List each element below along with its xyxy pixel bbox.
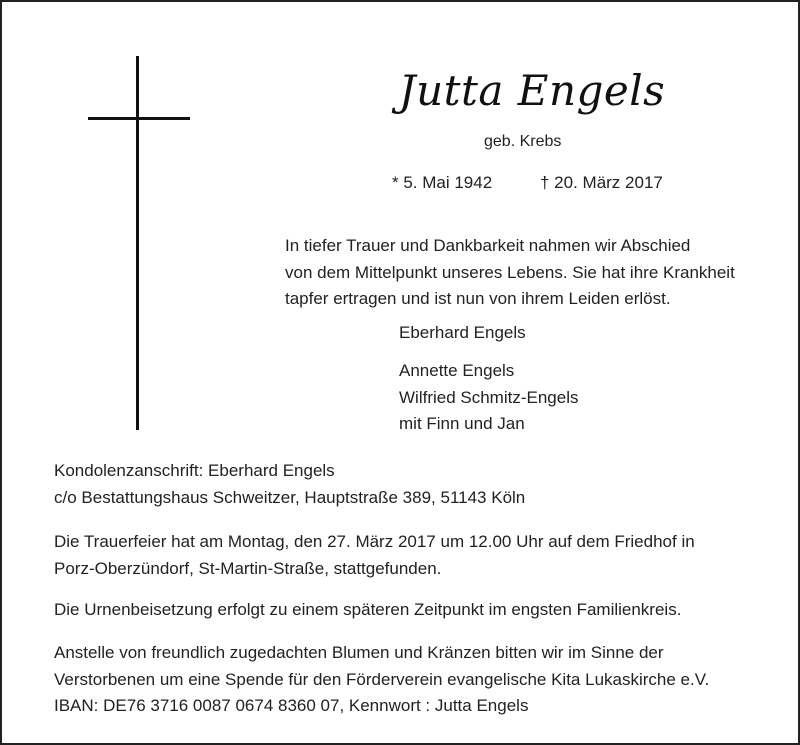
condolence-line: c/o Bestattungshaus Schweitzer, Hauptstraße 389, 51143 Köln xyxy=(54,487,526,507)
funeral-info xyxy=(54,529,695,582)
main-text-line: In tiefer Trauer und Dankbarkeit nahmen wir Abschied xyxy=(285,236,691,255)
cross-icon-horizontal xyxy=(88,117,190,120)
funeral-line: Porz-Oberzündorf, St-Martin-Straße, stattgefunden. xyxy=(54,558,442,578)
funeral-line: Die Trauerfeier hat am Montag, den 27. März 2017 um 12.00 Uhr auf dem Friedhof in xyxy=(54,532,695,551)
donation-line: Anstelle von freundlich zugedachten Blumen und Kränzen bitten wir im Sinne der xyxy=(54,643,664,662)
main-text-line: tapfer ertragen und ist nun von ihrem Leiden erlöst. xyxy=(285,289,671,308)
signature-first: Eberhard Engels xyxy=(399,323,526,342)
signature-line: mit Finn und Jan xyxy=(399,414,525,433)
birth-name: geb. Krebs xyxy=(484,133,562,150)
deceased-name: Jutta Engels xyxy=(398,66,666,115)
donation-info xyxy=(54,640,709,720)
condolence-address xyxy=(54,458,525,511)
urn-info: Die Urnenbeisetzung erfolgt zu einem späteren Zeitpunkt im engsten Familienkreis. xyxy=(54,600,682,619)
donation-line: Verstorbenen um eine Spende für den Förderverein evangelische Kita Lukaskirche e.V. xyxy=(54,669,710,689)
cross-icon-vertical xyxy=(136,56,139,430)
main-text xyxy=(285,233,735,313)
condolence-line: Kondolenzanschrift: Eberhard Engels xyxy=(54,461,335,480)
death-date: † 20. März 2017 xyxy=(540,173,663,192)
signature-line: Wilfried Schmitz-Engels xyxy=(399,387,579,407)
signature-group xyxy=(399,358,579,438)
signature-line: Annette Engels xyxy=(399,361,515,380)
main-text-line: von dem Mittelpunkt unseres Lebens. Sie hat ihre Krankheit xyxy=(285,262,735,282)
birth-date: * 5. Mai 1942 xyxy=(392,173,493,192)
donation-line: IBAN: DE76 3716 0087 0674 8360 07, Kennwort : Jutta Engels xyxy=(54,696,529,715)
